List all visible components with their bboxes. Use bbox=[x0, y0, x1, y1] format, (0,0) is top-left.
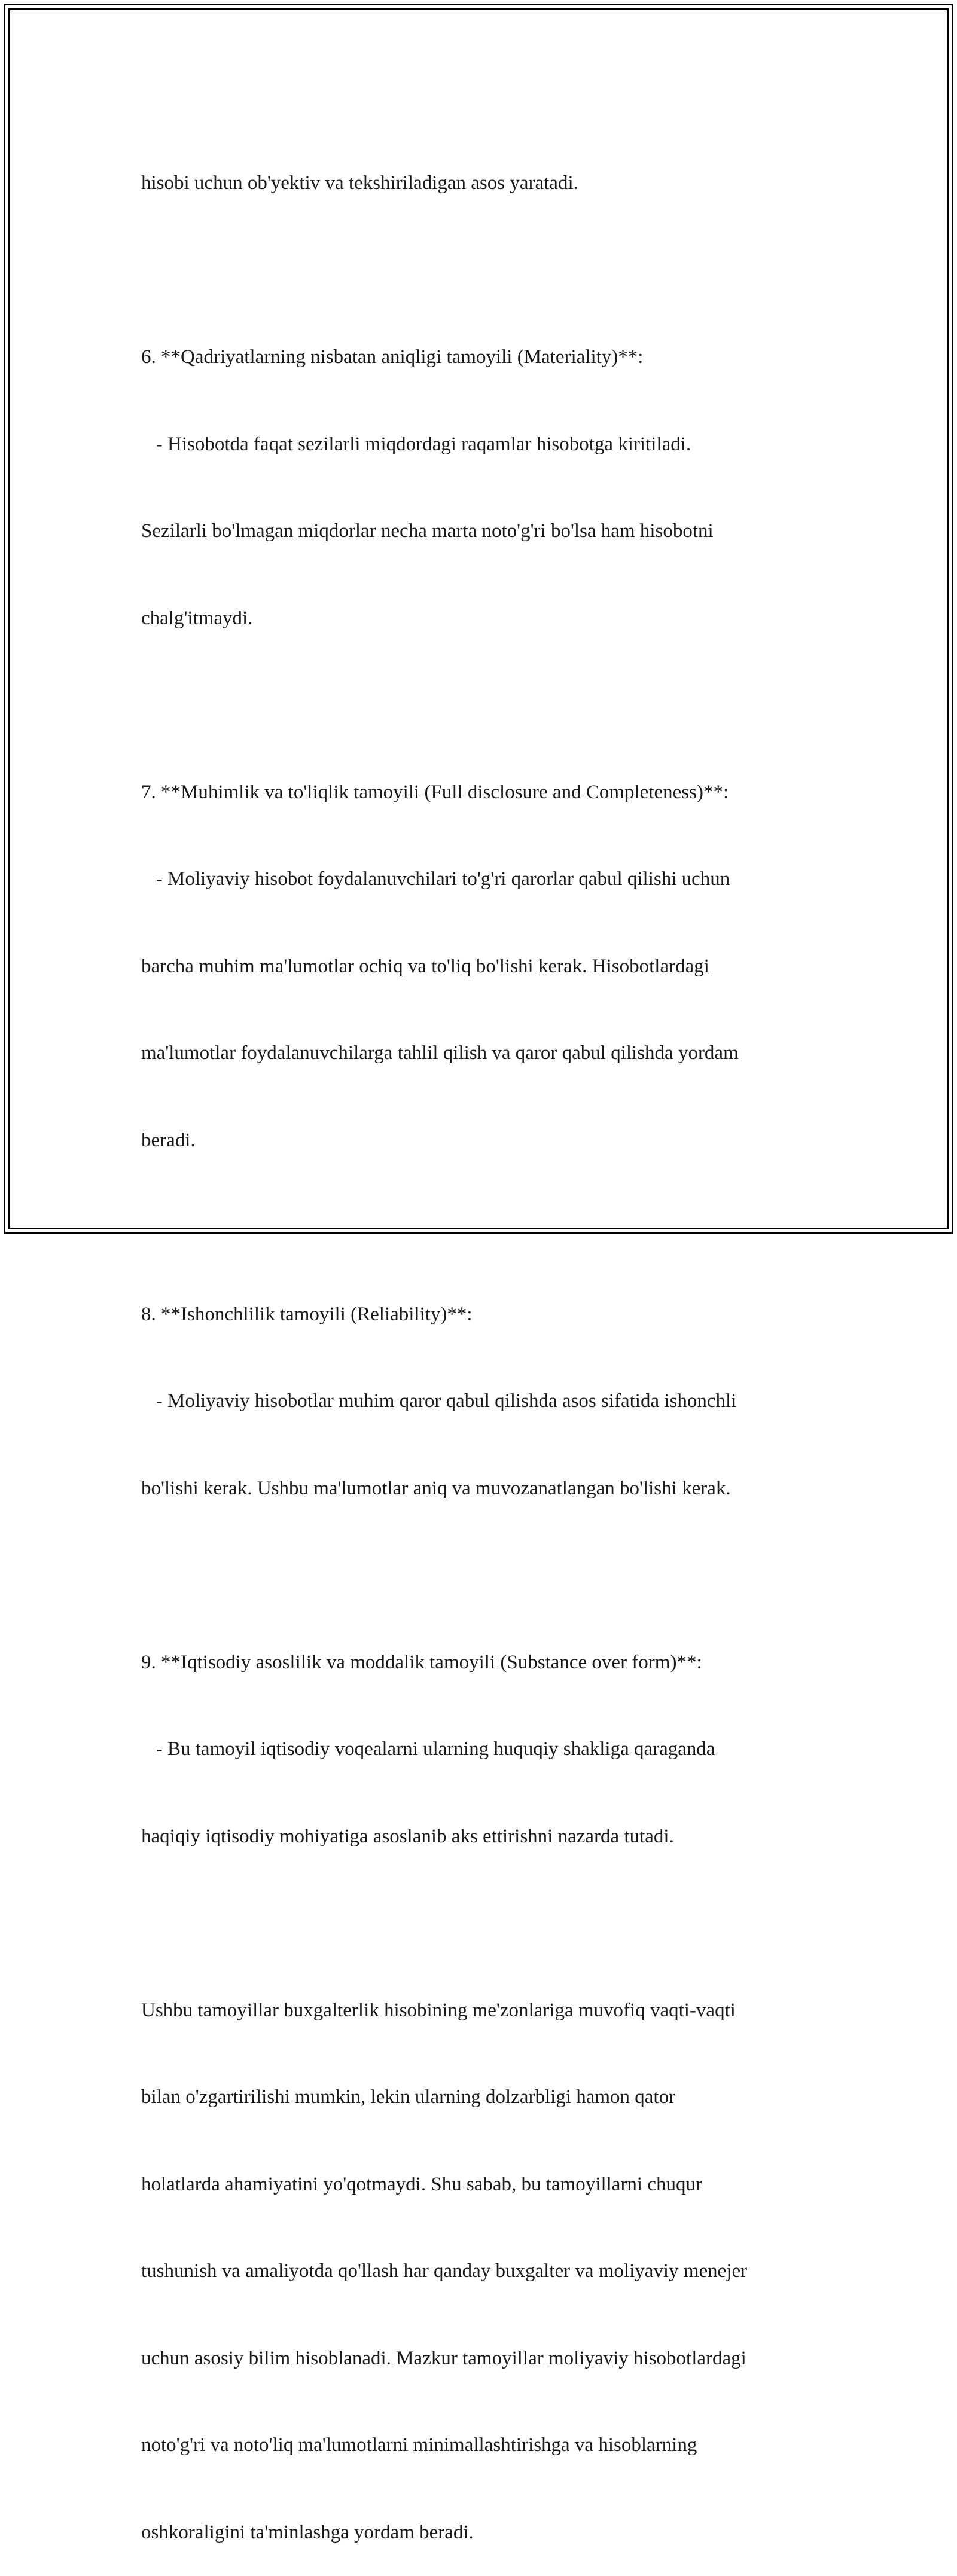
blank-line bbox=[141, 691, 829, 720]
conclusion-line: bilan o'zgartirilishi mumkin, lekin ularning dolzarbligi hamon qator bbox=[141, 2086, 676, 2108]
text-line: - Moliyaviy hisobotlar muhim qaror qabul qilishda asos sifatida ishonchli bbox=[141, 1390, 737, 1412]
section-6-heading: 6. **Qadriyatlarning nisbatan aniqligi tamoyili (Materiality)**: bbox=[141, 346, 644, 368]
text-line: Sezilarli bo'lmagan miqdorlar necha marta noto'g'ri bo'lsa ham hisobotni bbox=[141, 520, 714, 542]
conclusion-line: tushunish va amaliyotda qo'llash har qanday buxgalter va moliyaviy menejer bbox=[141, 2260, 748, 2282]
text-line: barcha muhim ma'lumotlar ochiq va to'liq bo'lishi kerak. Hisobotlardagi bbox=[141, 955, 709, 977]
conclusion-line: holatlarda ahamiyatini yo'qotmaydi. Shu sabab, bu tamoyillarni chuqur bbox=[141, 2173, 702, 2195]
document-body bbox=[141, 111, 829, 2576]
text-line: bo'lishi kerak. Ushbu ma'lumotlar aniq va muvozanatlangan bo'lishi kerak. bbox=[141, 1477, 731, 1499]
text-line: beradi. bbox=[141, 1129, 196, 1151]
text-line: hisobi uchun ob'yektiv va tekshiriladigan asos yaratadi. bbox=[141, 172, 578, 194]
blank-line bbox=[141, 1909, 829, 1938]
blank-line bbox=[141, 1213, 829, 1242]
conclusion-line: uchun asosiy bilim hisoblanadi. Mazkur tamoyillar moliyaviy hisobotlardagi bbox=[141, 2347, 746, 2369]
text-line: chalg'itmaydi. bbox=[141, 607, 253, 629]
conclusion-line: noto'g'ri va noto'liq ma'lumotlarni minimallashtirishga va hisoblarning bbox=[141, 2434, 697, 2456]
section-9-heading: 9. **Iqtisodiy asoslilik va moddalik tamoyili (Substance over form)**: bbox=[141, 1651, 702, 1673]
text-line: haqiqiy iqtisodiy mohiyatiga asoslanib aks ettirishni nazarda tutadi. bbox=[141, 1825, 674, 1847]
blank-line bbox=[141, 256, 829, 285]
text-line: - Bu tamoyil iqtisodiy voqealarni ularning huquqiy shakliga qaraganda bbox=[141, 1738, 715, 1760]
blank-line bbox=[141, 1561, 829, 1590]
text-line: ma'lumotlar foydalanuvchilarga tahlil qilish va qaror qabul qilishda yordam bbox=[141, 1042, 739, 1064]
text-line: - Moliyaviy hisobot foydalanuvchilari to'g'ri qarorlar qabul qilishi uchun bbox=[141, 868, 730, 890]
text-line: - Hisobotda faqat sezilarli miqdordagi raqamlar hisobotga kiritiladi. bbox=[141, 433, 691, 455]
conclusion-line: oshkoraligini ta'minlashga yordam beradi. bbox=[141, 2521, 474, 2543]
section-8-heading: 8. **Ishonchlilik tamoyili (Reliability)**: bbox=[141, 1303, 473, 1325]
conclusion-line: Ushbu tamoyillar buxgalterlik hisobining me'zonlariga muvofiq vaqti-vaqti bbox=[141, 1999, 736, 2021]
section-7-heading: 7. **Muhimlik va to'liqlik tamoyili (Full disclosure and Completeness)**: bbox=[141, 781, 729, 803]
